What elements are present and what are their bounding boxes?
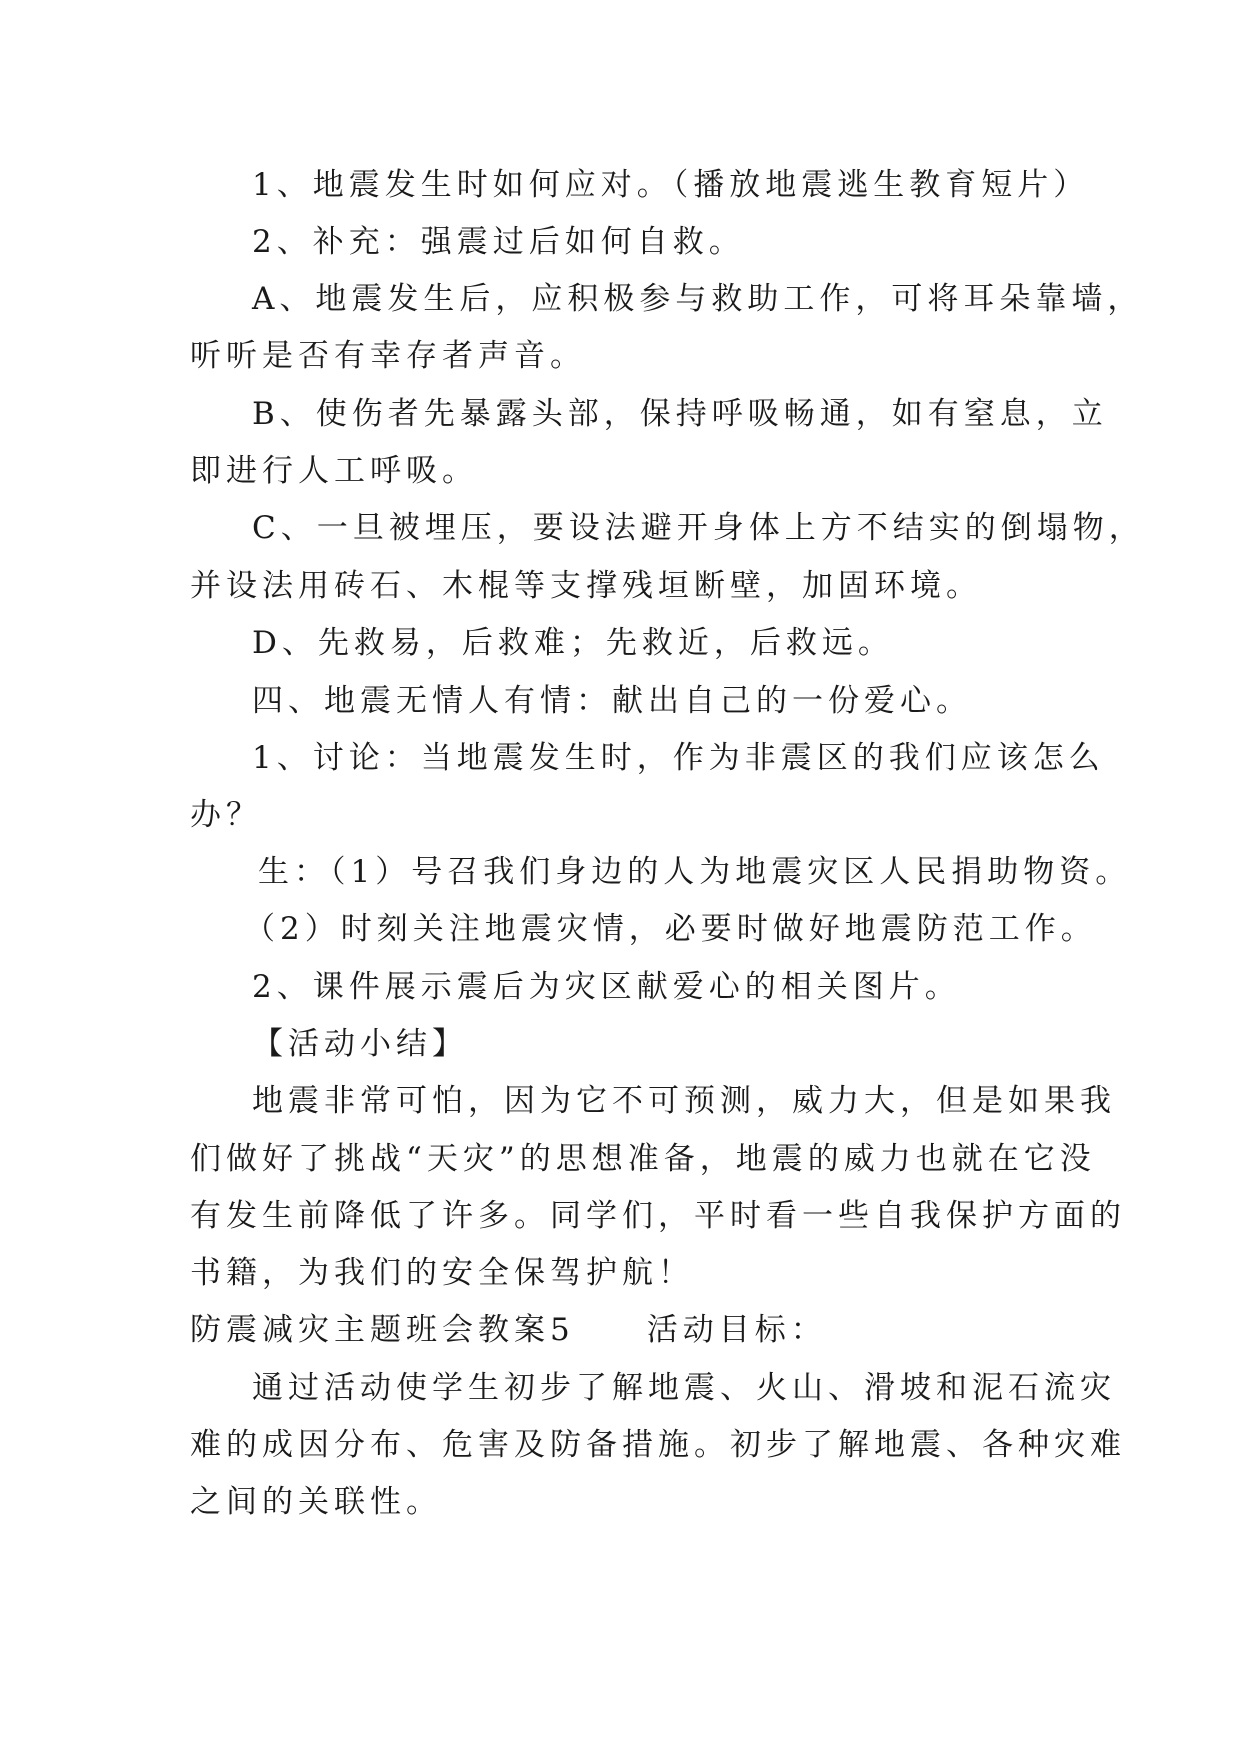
text-line: D、先救易，后救难；先救近，后救远。	[252, 625, 894, 661]
text-line: （2）时刻关注地震灾情，必要时做好地震防范工作。	[244, 911, 1097, 947]
text-line: 难的成因分布、危害及防备措施。初步了解地震、各种灾难	[190, 1427, 1126, 1463]
text-line: B、使伤者先暴露头部，保持呼吸畅通，如有窒息，立	[252, 396, 1108, 432]
text-line: 通过活动使学生初步了解地震、火山、滑坡和泥石流灾	[252, 1370, 1116, 1406]
text-line: 四、地震无情人有情：献出自己的一份爱心。	[252, 683, 972, 719]
text-line: 2、课件展示震后为灾区献爱心的相关图片。	[252, 969, 961, 1005]
text-line: 办？	[190, 797, 262, 833]
text-line: 即进行人工呼吸。	[190, 453, 478, 489]
text-line: 并设法用砖石、木棍等支撑残垣断壁，加固环境。	[190, 568, 982, 604]
text-line: 听听是否有幸存者声音。	[190, 338, 586, 374]
text-line: 1、讨论：当地震发生时，作为非震区的我们应该怎么	[252, 740, 1105, 776]
text-line: 地震非常可怕，因为它不可预测，威力大，但是如果我	[252, 1083, 1116, 1119]
text-line: 2、补充：强震过后如何自救。	[252, 224, 745, 260]
section-heading: 【活动小结】	[252, 1026, 468, 1062]
text-line: 有发生前降低了许多。同学们，平时看一些自我保护方面的	[190, 1198, 1126, 1234]
text-line: 们做好了挑战“天灾”的思想准备，地震的威力也就在它没	[190, 1141, 1096, 1177]
text-line: 之间的关联性。	[190, 1484, 442, 1520]
text-line: 生：（1）号召我们身边的人为地震灾区人民捐助物资。	[258, 854, 1132, 890]
text-line: 书籍，为我们的安全保驾护航！	[190, 1255, 694, 1291]
section-heading: 防震减灾主题班会教案5 活动目标：	[190, 1312, 827, 1348]
text-line: C、一旦被埋压，要设法避开身体上方不结实的倒塌物，	[252, 510, 1145, 546]
text-line: A、地震发生后，应积极参与救助工作，可将耳朵靠墙，	[252, 281, 1144, 317]
text-line: 1、地震发生时如何应对。（播放地震逃生教育短片）	[252, 167, 1090, 203]
